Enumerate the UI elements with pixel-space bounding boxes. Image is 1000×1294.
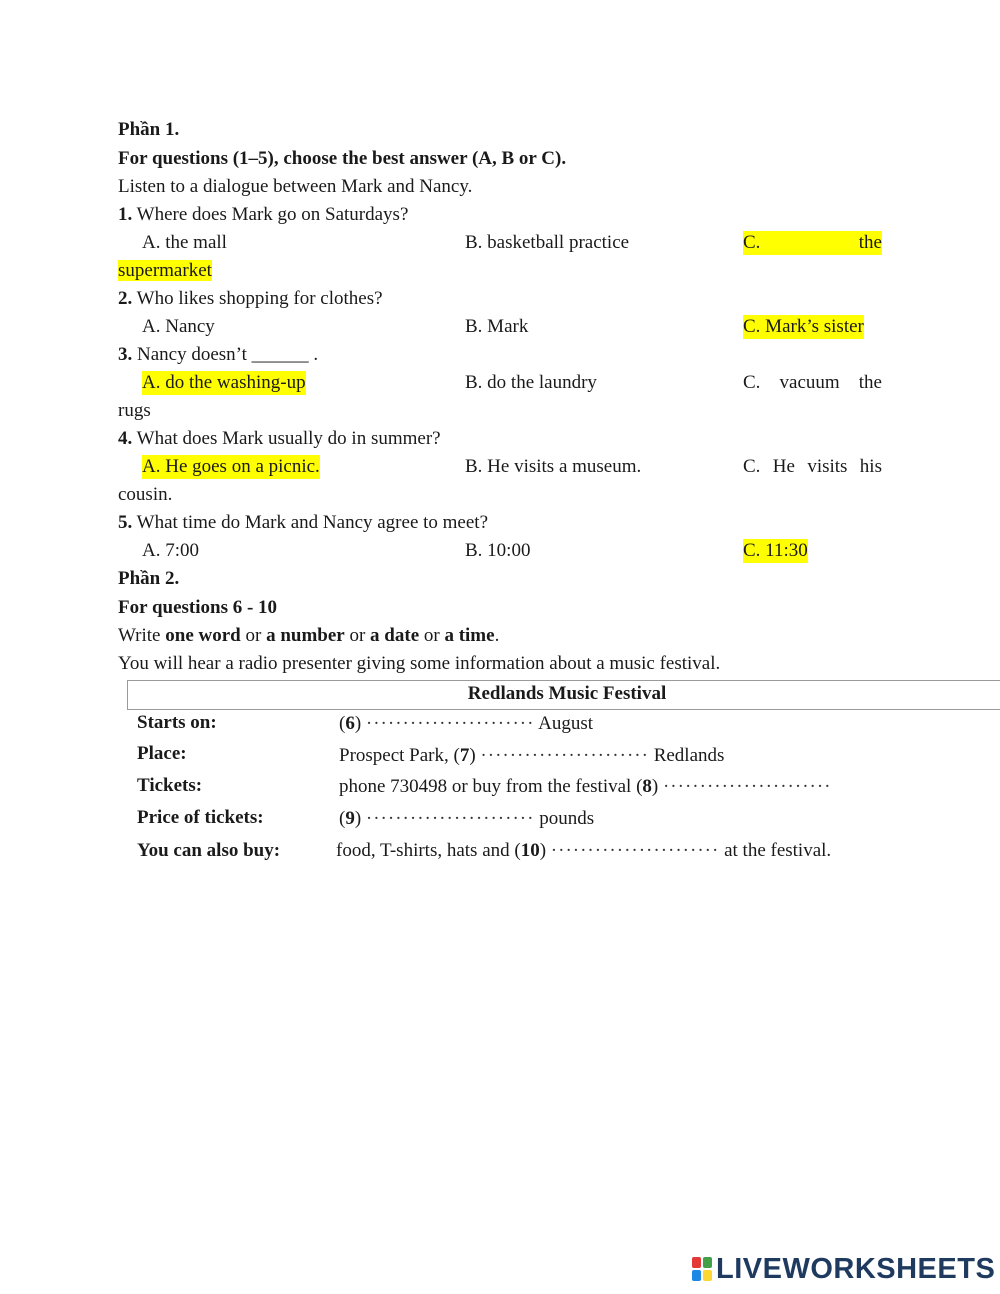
question-text: What does Mark usually do in summer? <box>132 428 441 449</box>
logo-square-3 <box>692 1270 701 1281</box>
q1-option-a[interactable]: A. the mall <box>142 232 227 253</box>
q4-option-b[interactable]: B. He visits a museum. <box>465 456 642 477</box>
part1-instruction: For questions (1–5), choose the best answer (A, B or C). <box>118 148 567 169</box>
q3-option-c[interactable] <box>743 371 882 395</box>
q1-option-c-wrap <box>118 259 212 283</box>
label-also-buy: You can also buy: <box>137 840 281 861</box>
logo-square-2 <box>703 1257 712 1268</box>
label-place: Place: <box>137 743 187 764</box>
question-text: What time do Mark and Nancy agree to meet? <box>132 512 489 533</box>
logo-text: LIVEWORKSHEETS <box>716 1252 996 1285</box>
q4-option-c-w3: visits <box>807 456 848 477</box>
answer-blank-7[interactable]: ······················· <box>480 745 649 766</box>
q1-option-c-wrap-text: supermarket <box>118 260 212 281</box>
question-text: Nancy doesn’t ______ . <box>132 344 319 365</box>
q5-option-b[interactable]: B. 10:00 <box>465 540 531 561</box>
q3-option-c-w2: vacuum <box>779 372 840 393</box>
row-starts-on: (6) ······················· August <box>339 713 594 734</box>
q4-option-c-w1: C. <box>743 456 761 477</box>
question-number: 2. <box>118 288 133 309</box>
question-3 <box>118 343 318 367</box>
answer-blank-9[interactable]: ······················· <box>365 808 535 829</box>
question-2 <box>118 287 383 311</box>
part2-intro: You will hear a radio presenter giving some information about a music festival. <box>118 653 721 674</box>
q3-option-b[interactable]: B. do the laundry <box>465 372 597 393</box>
question-text: Where does Mark go on Saturdays? <box>132 204 409 225</box>
q4-option-c-w2: He <box>772 456 795 477</box>
question-number: 5. <box>118 512 133 533</box>
row-also-buy: food, T-shirts, hats and (10) ······················· at the festival. <box>336 840 832 861</box>
question-number: 1. <box>118 204 133 225</box>
q3-option-c-w1: C. <box>743 372 761 393</box>
part2-instruction: For questions 6 - 10 <box>118 597 278 618</box>
row-tickets: phone 730498 or buy from the festival (8) ······················· <box>339 776 832 797</box>
q1-option-c-letter: C. <box>743 232 761 253</box>
label-starts-on: Starts on: <box>137 712 217 733</box>
q2-option-c[interactable]: C. Mark’s sister <box>743 316 864 337</box>
q1-option-c-word: the <box>858 232 882 253</box>
part1-heading: Phần 1. <box>118 119 180 140</box>
question-1 <box>118 203 408 227</box>
part1-intro: Listen to a dialogue between Mark and Nancy. <box>118 176 473 197</box>
q5-option-a[interactable]: A. 7:00 <box>142 540 199 561</box>
liveworksheets-logo[interactable] <box>692 1254 995 1284</box>
q4-option-a[interactable]: A. He goes on a picnic. <box>142 456 320 477</box>
question-text: Who likes shopping for clothes? <box>132 288 383 309</box>
answer-blank-8[interactable]: ······················· <box>662 776 832 797</box>
q3-option-c-w3: the <box>858 372 882 393</box>
question-5 <box>118 511 488 535</box>
answer-blank-10[interactable]: ······················· <box>550 840 720 861</box>
q3-option-a[interactable]: A. do the washing-up <box>142 372 306 393</box>
row-price: (9) ······················· pounds <box>339 808 595 829</box>
q4-option-c[interactable] <box>743 455 882 479</box>
question-number: 4. <box>118 428 133 449</box>
label-price: Price of tickets: <box>137 807 264 828</box>
answer-blank-6[interactable]: ······················· <box>365 713 535 734</box>
q4-option-c-wrap: cousin. <box>118 484 173 505</box>
q1-option-c[interactable] <box>743 231 882 255</box>
logo-grid-icon <box>692 1257 712 1281</box>
part2-write-instruction: Write one word or a number or a date or a time. <box>118 625 500 646</box>
q3-option-c-wrap: rugs <box>118 400 151 421</box>
label-tickets: Tickets: <box>137 775 203 796</box>
q4-option-c-w4: his <box>859 456 882 477</box>
question-number: 3. <box>118 344 133 365</box>
logo-square-1 <box>692 1257 701 1268</box>
q5-option-c[interactable]: C. 11:30 <box>743 540 808 561</box>
q2-option-b[interactable]: B. Mark <box>465 316 529 337</box>
festival-table-title: Redlands Music Festival <box>467 683 667 704</box>
q2-option-a[interactable]: A. Nancy <box>142 316 215 337</box>
logo-square-4 <box>703 1270 712 1281</box>
row-place: Prospect Park, (7) ······················· Redlands <box>339 745 725 766</box>
q1-option-b[interactable]: B. basketball practice <box>465 232 630 253</box>
question-4 <box>118 427 441 451</box>
part2-heading: Phần 2. <box>118 568 180 589</box>
